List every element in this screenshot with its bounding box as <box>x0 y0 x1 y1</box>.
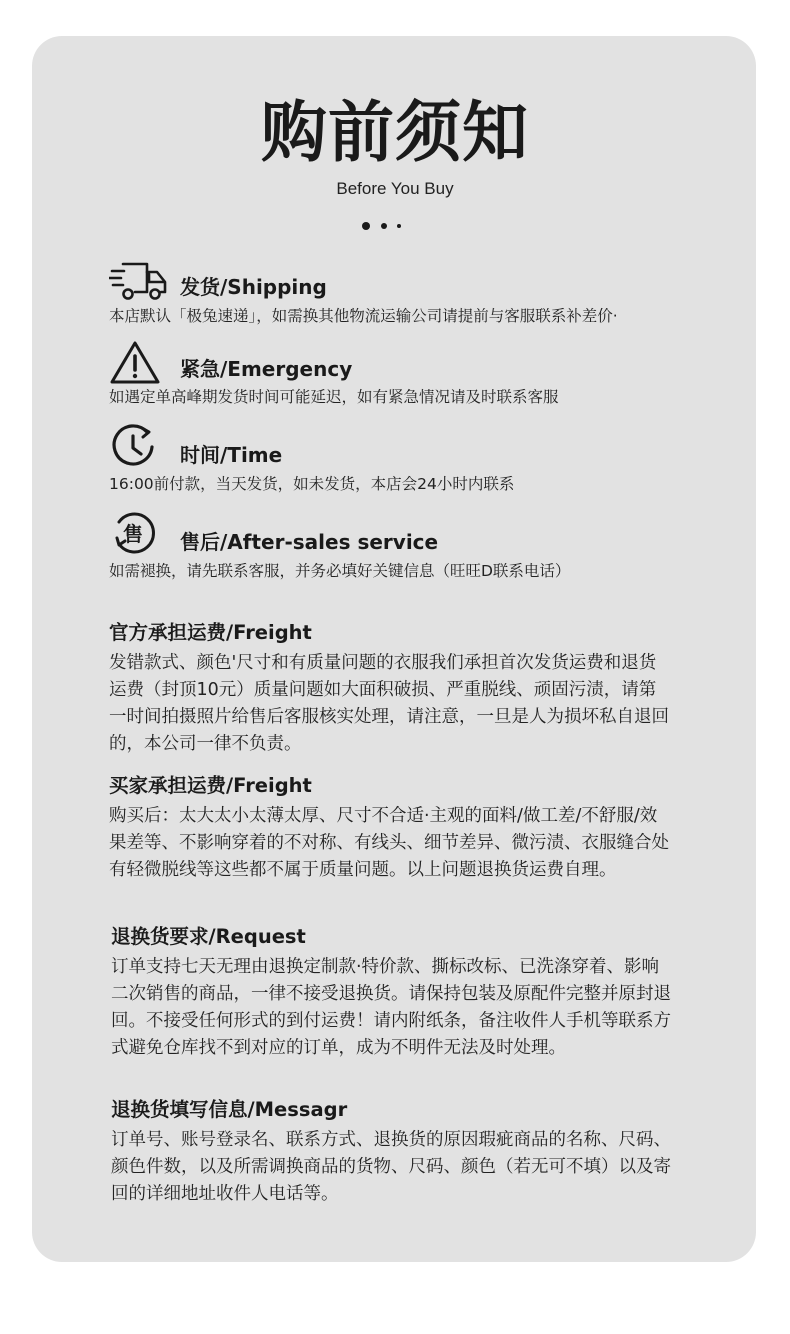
warning-triangle-icon <box>109 340 167 386</box>
delivery-truck-icon <box>109 258 167 304</box>
buyer-freight-text: 购买后：太大太小太薄太厚、尺寸不合适·主观的面料/做工差/不舒服/效果差等、不影响穿着的不对称、有线头、细节差异、微污渍、衣服缝合处有轻微脱线等这些都不属于质量问题。以上问题退换货运费自理。 <box>109 806 669 880</box>
message-text: 订单号、账号登录名、联系方式、退换货的原因瑕疵商品的名称、尺码、颜色件数，以及所需调换商品的货物、尺码、颜色（若无可不填）以及寄回的详细地址收件人电话等。 <box>111 1130 671 1204</box>
page-title: 购前须知 <box>261 94 529 171</box>
official-freight-text: 发错款式、颜色'尺寸和有质量问题的衣服我们承担首次发货运费和退货运费（封顶10元）质量问题如大面积破损、严重脱线、顽固污渍，请第一时间拍摄照片给售后客服核实处理，请注意，一旦是人为损坏私自退回的，本公司一律不负责。 <box>109 653 669 754</box>
after-sales-text: 如需褪换，请先联系客服，并务必填好关键信息（旺旺D联系电话） <box>109 562 571 580</box>
emergency-text: 如遇定单高峰期发货时间可能延迟，如有紧急情况请及时联系客服 <box>109 388 559 406</box>
message-heading: 退换货填写信息/Messagr <box>111 1098 348 1121</box>
buyer-freight-section <box>109 773 669 884</box>
official-freight-heading: 官方承担运费/Freight <box>109 621 312 644</box>
emergency-heading: 紧急/Emergency <box>180 357 353 381</box>
shipping-heading: 发货/Shipping <box>180 275 327 299</box>
time-heading: 时间/Time <box>180 443 283 467</box>
request-text: 订单支持七天无理由退换定制款·特价款、撕标改标、已洗涤穿着、影响二次销售的商品，一律不接受退换货。请保持包装及原配件完整并原封退回。不接受任何形式的到付运费！请内附纸条，备注收件人手机等联系方式避免仓库找不到对应的订单，成为不明件无法及时处理。 <box>111 957 671 1058</box>
after-sales-icon <box>109 510 167 556</box>
official-freight-section <box>109 620 669 758</box>
message-section <box>111 1097 671 1208</box>
time-text: 16:00前付款，当天发货，如未发货，本店会24小时内联系 <box>109 475 515 493</box>
after-sales-heading: 售后/After-sales service <box>180 530 439 554</box>
request-section <box>111 924 671 1062</box>
clock-icon <box>109 424 167 470</box>
decorative-dots <box>362 219 412 231</box>
request-heading: 退换货要求/Request <box>111 925 306 948</box>
after-sales-icon-glyph: 售 <box>123 522 143 546</box>
shipping-text: 本店默认「极兔速递」，如需换其他物流运输公司请提前与客服联系补差价· <box>109 307 618 325</box>
page-subtitle: Before You Buy <box>336 179 454 198</box>
buyer-freight-heading: 买家承担运费/Freight <box>109 774 312 797</box>
